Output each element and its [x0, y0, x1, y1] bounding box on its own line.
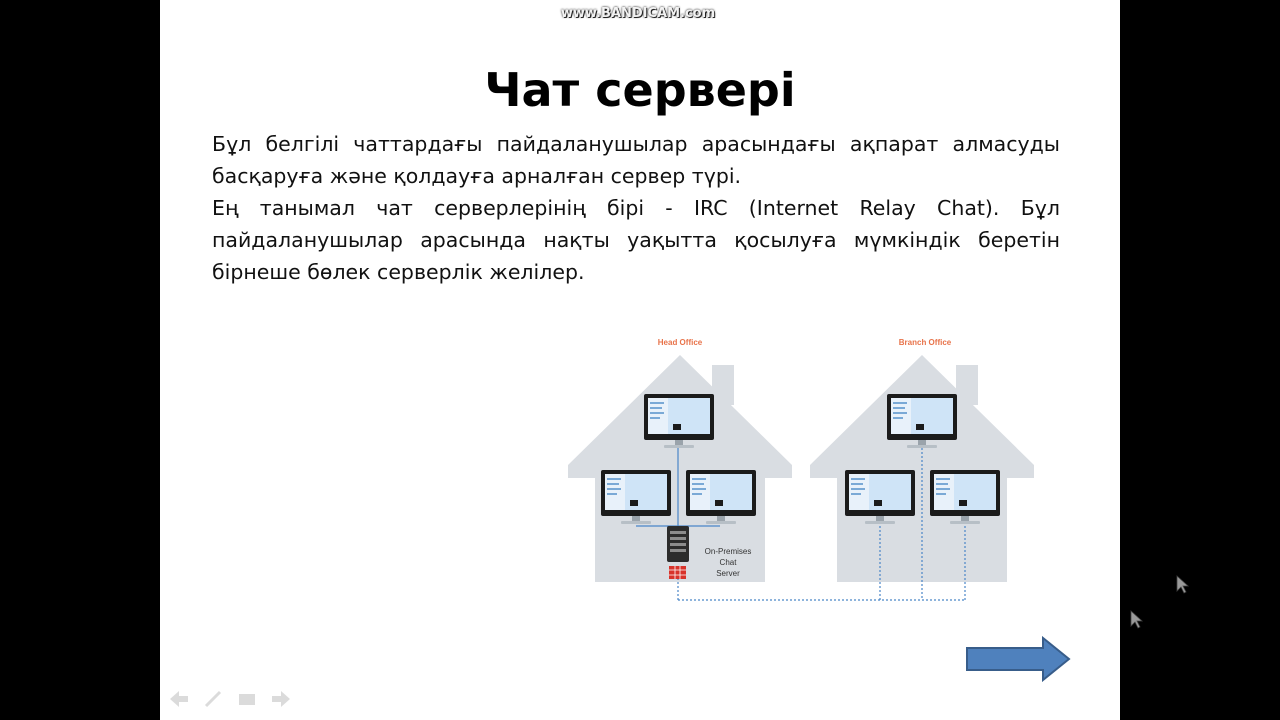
prev-icon[interactable] — [168, 688, 190, 710]
recording-watermark: www.BANDICAM.com — [560, 6, 716, 21]
mouse-pointer-icon — [1130, 610, 1144, 630]
branch-office-label: Branch Office — [898, 338, 952, 347]
monitor-icon — [644, 394, 714, 448]
paragraph-irc: Ең танымал чат серверлерінің бірі - IRC (Internet Relay Chat). Бұл пайдаланушылар арасында нақты уақытта қосылуға мүмкіндік беретін бірнеше бөлек серверлік желілер. — [212, 196, 1060, 284]
pen-icon[interactable] — [202, 688, 224, 710]
monitor-icon — [887, 394, 957, 448]
server-label: On-Premises — [704, 547, 752, 556]
server-label: Server — [716, 569, 740, 578]
mouse-pointer-icon — [1176, 575, 1190, 595]
slide-body — [212, 128, 1060, 288]
next-small-icon[interactable] — [270, 688, 292, 710]
right-arrow-icon — [967, 638, 1069, 680]
monitor-icon — [601, 470, 671, 524]
next-slide-arrow-button[interactable] — [965, 636, 1073, 682]
menu-icon[interactable] — [236, 688, 258, 710]
slideshow-nav-bar — [168, 688, 288, 712]
server-label: Chat — [719, 558, 737, 567]
slide-title: Чат сервері — [484, 63, 796, 117]
monitor-icon — [845, 470, 915, 524]
head-office-label: Head Office — [657, 338, 703, 347]
presentation-slide — [160, 0, 1120, 720]
paragraph-definition: Бұл белгілі чаттардағы пайдаланушылар арасындағы ақпарат алмасуды басқаруға және қолдауға арналған сервер түрі. — [212, 132, 1060, 188]
monitor-icon — [686, 470, 756, 524]
chat-server-diagram — [560, 330, 1050, 610]
server-icon — [667, 526, 689, 579]
monitor-icon — [930, 470, 1000, 524]
